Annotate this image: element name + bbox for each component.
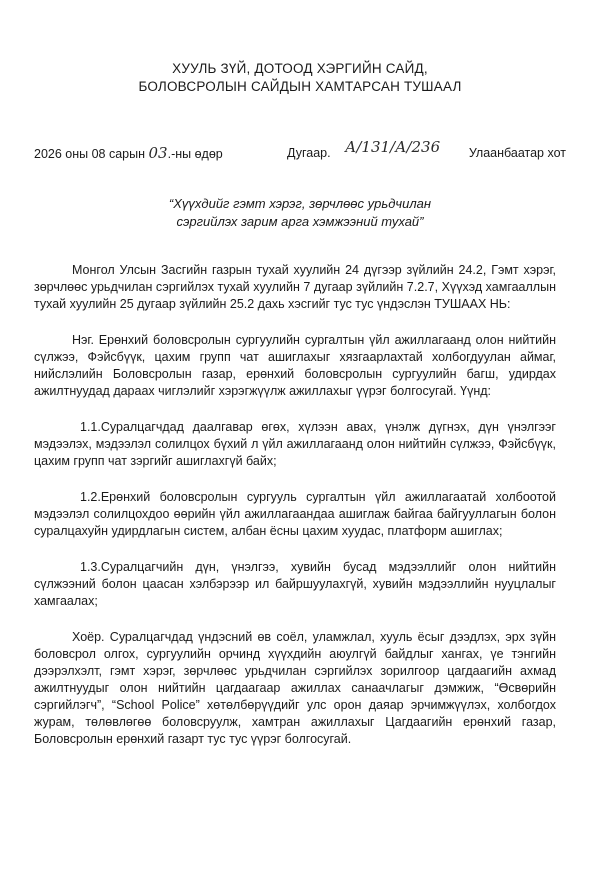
paragraph-1-2: 1.2.Ерөнхий боловсролын сургууль сургалтын үйл ажиллагаатай холбоотой мэдээлэл солилцохдоо өөрийн үйл ажиллагаандаа ашиглаж байгаа байгууллагын болон суралцахуйн удирдлагын систем, албан ёсны цахим хуудас, платформ ашиглах; xyxy=(34,490,556,538)
city: Улаанбаатар хот xyxy=(468,146,566,160)
document-header xyxy=(0,60,600,96)
subject-line-2: сэргийлэх зарим арга хэмжээний тухай” xyxy=(176,214,424,229)
paragraph-1-3: 1.3.Суралцагчийн дүн, үнэлгээ, хувийн бусад мэдээллийг олон нийтийн сүлжээний болон цаасан хэлбэрээр ил байршуулахгүй, хувийн мэдээллийн нууцлалыг хамгаалах; xyxy=(34,560,556,608)
paragraph-2: Хоёр. Суралцагчдад үндэсний өв соёл, уламжлал, хууль ёсыг дээдлэх, эрх зүйн боловсрол олгох, сургуулийн орчинд хүүхдийн аюулгүй байдлыг хангах, үе тэнгийн дээрэлхэлт, гэмт хэрэг, зөрчлөөс урьдчилан сэргийлэх зорилгоор цагдаагийн ахмад ажилтнуудыг олон нийтийн цагдаагаар ажиллах санаачлагыг дэмжиж, “Өсвөрийн сэргийлэгч”, “School Police” хөтөлбөрүүдийг улс орон даяар эрчимжүүлэх, холбогдох журам, төлөвлөгөө боловсруулж, хамтран ажиллахыг Цагдаагийн ерөнхий газар, Боловсролын ерөнхий газарт тус тус үүрэг болгосугай. xyxy=(34,630,556,746)
document-body xyxy=(34,262,556,767)
header-line-2: БОЛОВСРОЛЫН САЙДЫН ХАМТАРСАН ТУШААЛ xyxy=(138,79,462,94)
paragraph-1-1: 1.1.Суралцагчдад даалгавар өгөх, хүлээн авах, үнэлж дүгнэх, дүн үнэлгээг мэдээлэх, мэдээлэл солилцох бүхий л үйл ажиллагаанд олон нийтийн сүлжээ, Фэйсбүүк, цахим групп чат зэргийг ашиглахгүй байх; xyxy=(34,420,556,468)
document-date xyxy=(34,145,223,163)
subject-line-1: “Хүүхдийг гэмт хэрэг, зөрчлөөс урьдчилан xyxy=(168,196,432,211)
paragraph-1: Нэг. Ерөнхий боловсролын сургуулийн сургалтын үйл ажиллагаанд олон нийтийн сүлжээ, Фэйсбүүк, цахим групп чат ашиглахыг хязгаарлахтай холбогдуулан аймаг, нийслэлийн Боловсролын газар, ерөнхий боловсролын сургуулийн багш, удирдах ажилтнуудад дараах чиглэлийг хэрэгжүүлж ажиллахыг үүрэг болгосугай. Үүнд: xyxy=(34,333,556,398)
date-prefix: 2026 оны 08 сарын xyxy=(34,147,146,161)
paragraph-intro: Монгол Улсын Засгийн газрын тухай хуулийн 24 дүгээр зүйлийн 24.2, Гэмт хэрэг, зөрчлөөс урьдчилан сэргийлэх тухай хуулийн 7 дугаар зүйлийн 7.2.7, Хүүхэд хамгааллын тухай хуулийн 25 дугаар зүйлийн 25.2 дахь хэсгийг тус тус үндэслэн ТУШААХ НЬ: xyxy=(34,263,556,311)
order-number-handwritten: А/131/А/236 xyxy=(345,138,441,156)
number-label: Дугаар. xyxy=(287,146,331,160)
date-day-handwritten: 03 xyxy=(148,144,168,162)
document-meta xyxy=(34,138,566,164)
header-line-1: ХУУЛЬ ЗҮЙ, ДОТООД ХЭРГИЙН САЙД, xyxy=(172,61,428,76)
date-suffix: .-ны өдөр xyxy=(167,147,223,161)
document-subject xyxy=(0,195,600,231)
